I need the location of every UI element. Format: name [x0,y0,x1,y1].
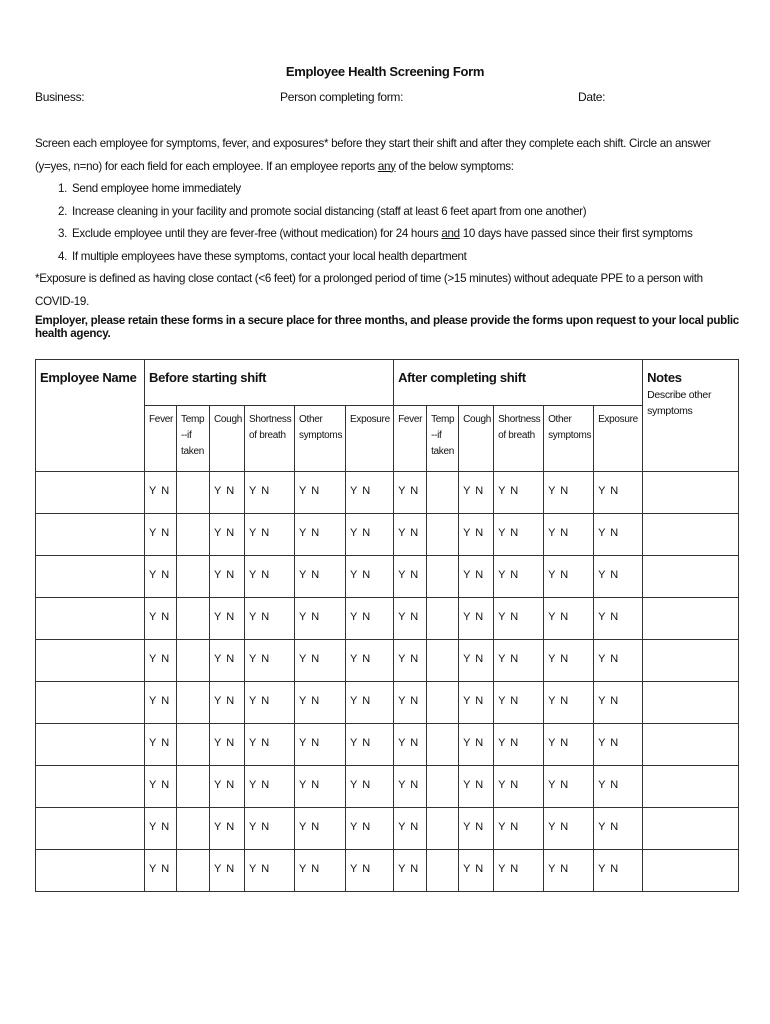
employee-name-cell[interactable] [36,556,145,598]
action-step-text: Exclude employee until they are fever-free (without medication) for 24 hours [72,227,439,240]
shortness-before-cell[interactable]: Y N [245,850,295,892]
exposure-after-cell[interactable]: Y N [594,556,643,598]
col-exposure-before: Exposure [346,406,394,472]
fever-after-cell[interactable]: Y N [394,598,427,640]
cough-before-cell[interactable]: Y N [210,682,245,724]
employee-name-cell[interactable] [36,514,145,556]
exposure-before-cell[interactable]: Y N [346,682,394,724]
temp-after-cell[interactable] [427,556,459,598]
temp-after-cell[interactable] [427,514,459,556]
exposure-before-cell[interactable]: Y N [346,808,394,850]
other-before-cell[interactable]: Y N [295,640,346,682]
col-temp-after: Temp --if taken [427,406,459,472]
notes-cell[interactable] [643,682,739,724]
exposure-before-cell[interactable]: Y N [346,724,394,766]
employee-name-cell[interactable] [36,808,145,850]
table-row [36,766,739,808]
temp-before-cell[interactable] [177,472,210,514]
exposure-before-cell[interactable]: Y N [346,514,394,556]
notes-cell[interactable] [643,766,739,808]
table-body [36,472,739,892]
notes-cell[interactable] [643,514,739,556]
table-row [36,556,739,598]
cough-before-cell[interactable]: Y N [210,850,245,892]
exposure-before-cell[interactable]: Y N [346,850,394,892]
fever-before-cell[interactable]: Y N [145,724,177,766]
col-exposure-after: Exposure [594,406,643,472]
other-after-cell[interactable]: Y N [544,640,594,682]
exposure-before-cell[interactable]: Y N [346,472,394,514]
shortness-before-cell[interactable]: Y N [245,682,295,724]
action-steps-list [35,178,735,268]
other-before-cell[interactable]: Y N [295,556,346,598]
cough-before-cell[interactable]: Y N [210,766,245,808]
employee-name-cell[interactable] [36,640,145,682]
shortness-before-cell[interactable]: Y N [245,808,295,850]
shortness-after-cell[interactable]: Y N [494,472,544,514]
other-after-cell[interactable]: Y N [544,808,594,850]
col-other-before: Other symptoms [295,406,346,472]
other-after-cell[interactable]: Y N [544,724,594,766]
exposure-definition: *Exposure is defined as having close contact (<6 feet) for a prolonged period of time (>15 minutes) without adequate PPE to a person with COVID-19. [35,272,703,308]
other-after-cell[interactable]: Y N [544,514,594,556]
col-cough-after: Cough [459,406,494,472]
table-row [36,640,739,682]
action-step: 2. Increase cleaning in your facility and promote social distancing (staff at least 6 feet apart from one another) [70,201,735,224]
cough-after-cell[interactable]: Y N [459,598,494,640]
other-before-cell[interactable]: Y N [295,472,346,514]
cough-before-cell[interactable]: Y N [210,640,245,682]
temp-after-cell[interactable] [427,850,459,892]
notes-subtitle: Describe other symptoms [647,389,712,417]
cough-before-cell[interactable]: Y N [210,556,245,598]
date-label: Date: [578,90,606,104]
cough-after-cell[interactable]: Y N [459,724,494,766]
action-step-and: and [441,227,460,240]
temp-before-cell[interactable] [177,766,210,808]
fever-before-cell[interactable]: Y N [145,598,177,640]
fever-after-cell[interactable]: Y N [394,514,427,556]
temp-after-cell[interactable] [427,472,459,514]
shortness-after-cell[interactable]: Y N [494,808,544,850]
shortness-before-cell[interactable]: Y N [245,640,295,682]
shortness-after-cell[interactable]: Y N [494,640,544,682]
shortness-after-cell[interactable]: Y N [494,724,544,766]
screening-table [35,359,739,892]
before-shift-header: Before starting shift [145,360,394,406]
temp-before-cell[interactable] [177,556,210,598]
temp-after-cell[interactable] [427,598,459,640]
other-after-cell[interactable]: Y N [544,472,594,514]
temp-before-cell[interactable] [177,640,210,682]
instructions-line-end: of the below symptoms: [398,159,514,173]
shortness-before-cell[interactable]: Y N [245,514,295,556]
cough-after-cell[interactable]: Y N [459,472,494,514]
cough-before-cell[interactable]: Y N [210,724,245,766]
exposure-after-cell[interactable]: Y N [594,598,643,640]
other-before-cell[interactable]: Y N [295,850,346,892]
other-before-cell[interactable]: Y N [295,808,346,850]
notes-cell[interactable] [643,556,739,598]
exposure-after-cell[interactable]: Y N [594,808,643,850]
notes-header [643,360,739,472]
col-fever-before: Fever [145,406,177,472]
action-step: 4. If multiple employees have these symptoms, contact your local health department [70,246,735,269]
exposure-before-cell[interactable]: Y N [346,766,394,808]
notes-title: Notes [647,370,682,385]
temp-before-cell[interactable] [177,682,210,724]
table-row [36,850,739,892]
temp-before-cell[interactable] [177,598,210,640]
col-temp-before: Temp --if taken [177,406,210,472]
exposure-after-cell[interactable]: Y N [594,682,643,724]
other-after-cell[interactable]: Y N [544,850,594,892]
employee-name-cell[interactable] [36,598,145,640]
shortness-before-cell[interactable]: Y N [245,556,295,598]
table-row [36,472,739,514]
col-shortness-after: Shortness of breath [494,406,544,472]
exposure-after-cell[interactable]: Y N [594,850,643,892]
cough-after-cell[interactable]: Y N [459,766,494,808]
person-completing-label: Person completing form: [280,90,404,104]
notes-cell[interactable] [643,724,739,766]
temp-after-cell[interactable] [427,808,459,850]
other-after-cell[interactable]: Y N [544,556,594,598]
employee-name-cell[interactable] [36,472,145,514]
fever-before-cell[interactable]: Y N [145,640,177,682]
fever-before-cell[interactable]: Y N [145,556,177,598]
cough-after-cell[interactable]: Y N [459,682,494,724]
action-step: 1. Send employee home immediately [70,178,735,201]
cough-after-cell[interactable]: Y N [459,514,494,556]
shortness-after-cell[interactable]: Y N [494,682,544,724]
temp-after-cell[interactable] [427,682,459,724]
employee-name-cell[interactable] [36,724,145,766]
table-row [36,808,739,850]
exposure-after-cell[interactable]: Y N [594,724,643,766]
fever-after-cell[interactable]: Y N [394,640,427,682]
fever-after-cell[interactable]: Y N [394,850,427,892]
business-label: Business: [35,90,85,104]
cough-before-cell[interactable]: Y N [210,598,245,640]
after-shift-header: After completing shift [394,360,643,406]
retention-note: Employer, please retain these forms in a secure place for three months, and please provide the forms upon request to your local public health agency. [35,314,739,340]
fever-after-cell[interactable]: Y N [394,808,427,850]
notes-cell[interactable] [643,598,739,640]
instructions-any: any [377,159,396,173]
fever-before-cell[interactable]: Y N [145,514,177,556]
action-step-text-end: 10 days have passed since their first symptoms [462,227,693,240]
other-before-cell[interactable]: Y N [295,724,346,766]
notes-cell[interactable] [643,808,739,850]
col-cough-before: Cough [210,406,245,472]
cough-before-cell[interactable]: Y N [210,472,245,514]
shortness-after-cell[interactable]: Y N [494,514,544,556]
cough-after-cell[interactable]: Y N [459,640,494,682]
col-shortness-before: Shortness of breath [245,406,295,472]
table-row [36,724,739,766]
temp-after-cell[interactable] [427,766,459,808]
temp-before-cell[interactable] [177,724,210,766]
exposure-after-cell[interactable]: Y N [594,766,643,808]
col-other-after: Other symptoms [544,406,594,472]
table-row [36,598,739,640]
temp-before-cell[interactable] [177,808,210,850]
table-row [36,514,739,556]
employee-name-cell[interactable] [36,766,145,808]
fever-after-cell[interactable]: Y N [394,766,427,808]
other-before-cell[interactable]: Y N [295,598,346,640]
cough-after-cell[interactable]: Y N [459,850,494,892]
other-before-cell[interactable]: Y N [295,682,346,724]
temp-after-cell[interactable] [427,724,459,766]
other-before-cell[interactable]: Y N [295,766,346,808]
table-row [36,682,739,724]
table-group-header-row [36,360,739,406]
notes-cell[interactable] [643,640,739,682]
fever-before-cell[interactable]: Y N [145,682,177,724]
col-fever-after: Fever [394,406,427,472]
exposure-after-cell[interactable]: Y N [594,514,643,556]
instructions [35,133,735,313]
fever-after-cell[interactable]: Y N [394,556,427,598]
fever-after-cell[interactable]: Y N [394,724,427,766]
other-before-cell[interactable]: Y N [295,514,346,556]
temp-before-cell[interactable] [177,514,210,556]
other-after-cell[interactable]: Y N [544,682,594,724]
temp-after-cell[interactable] [427,640,459,682]
shortness-before-cell[interactable]: Y N [245,724,295,766]
instructions-text [35,133,735,178]
cough-after-cell[interactable]: Y N [459,556,494,598]
employee-name-header: Employee Name [36,360,145,472]
exposure-before-cell[interactable]: Y N [346,598,394,640]
fever-after-cell[interactable]: Y N [394,682,427,724]
notes-cell[interactable] [643,472,739,514]
shortness-after-cell[interactable]: Y N [494,556,544,598]
shortness-after-cell[interactable]: Y N [494,598,544,640]
action-step [70,223,735,246]
fever-before-cell[interactable]: Y N [145,766,177,808]
employee-name-cell[interactable] [36,682,145,724]
cough-before-cell[interactable]: Y N [210,514,245,556]
instructions-line: Screen each employee for symptoms, fever, and exposures* before they start their shift and after they complete each shift. Circle an answer (y=yes, n=no) for each field for each employee. If an employee reports [35,137,711,173]
shortness-before-cell[interactable]: Y N [245,598,295,640]
fever-before-cell[interactable]: Y N [145,808,177,850]
exposure-before-cell[interactable]: Y N [346,556,394,598]
exposure-after-cell[interactable]: Y N [594,640,643,682]
form-title: Employee Health Screening Form [285,64,485,79]
other-after-cell[interactable]: Y N [544,598,594,640]
shortness-before-cell[interactable]: Y N [245,472,295,514]
shortness-after-cell[interactable]: Y N [494,766,544,808]
employee-name-cell[interactable] [36,850,145,892]
notes-cell[interactable] [643,850,739,892]
cough-before-cell[interactable]: Y N [210,808,245,850]
cough-after-cell[interactable]: Y N [459,808,494,850]
other-after-cell[interactable]: Y N [544,766,594,808]
temp-before-cell[interactable] [177,850,210,892]
fever-before-cell[interactable]: Y N [145,850,177,892]
exposure-after-cell[interactable]: Y N [594,472,643,514]
exposure-before-cell[interactable]: Y N [346,640,394,682]
shortness-after-cell[interactable]: Y N [494,850,544,892]
shortness-before-cell[interactable]: Y N [245,766,295,808]
fever-before-cell[interactable]: Y N [145,472,177,514]
fever-after-cell[interactable]: Y N [394,472,427,514]
